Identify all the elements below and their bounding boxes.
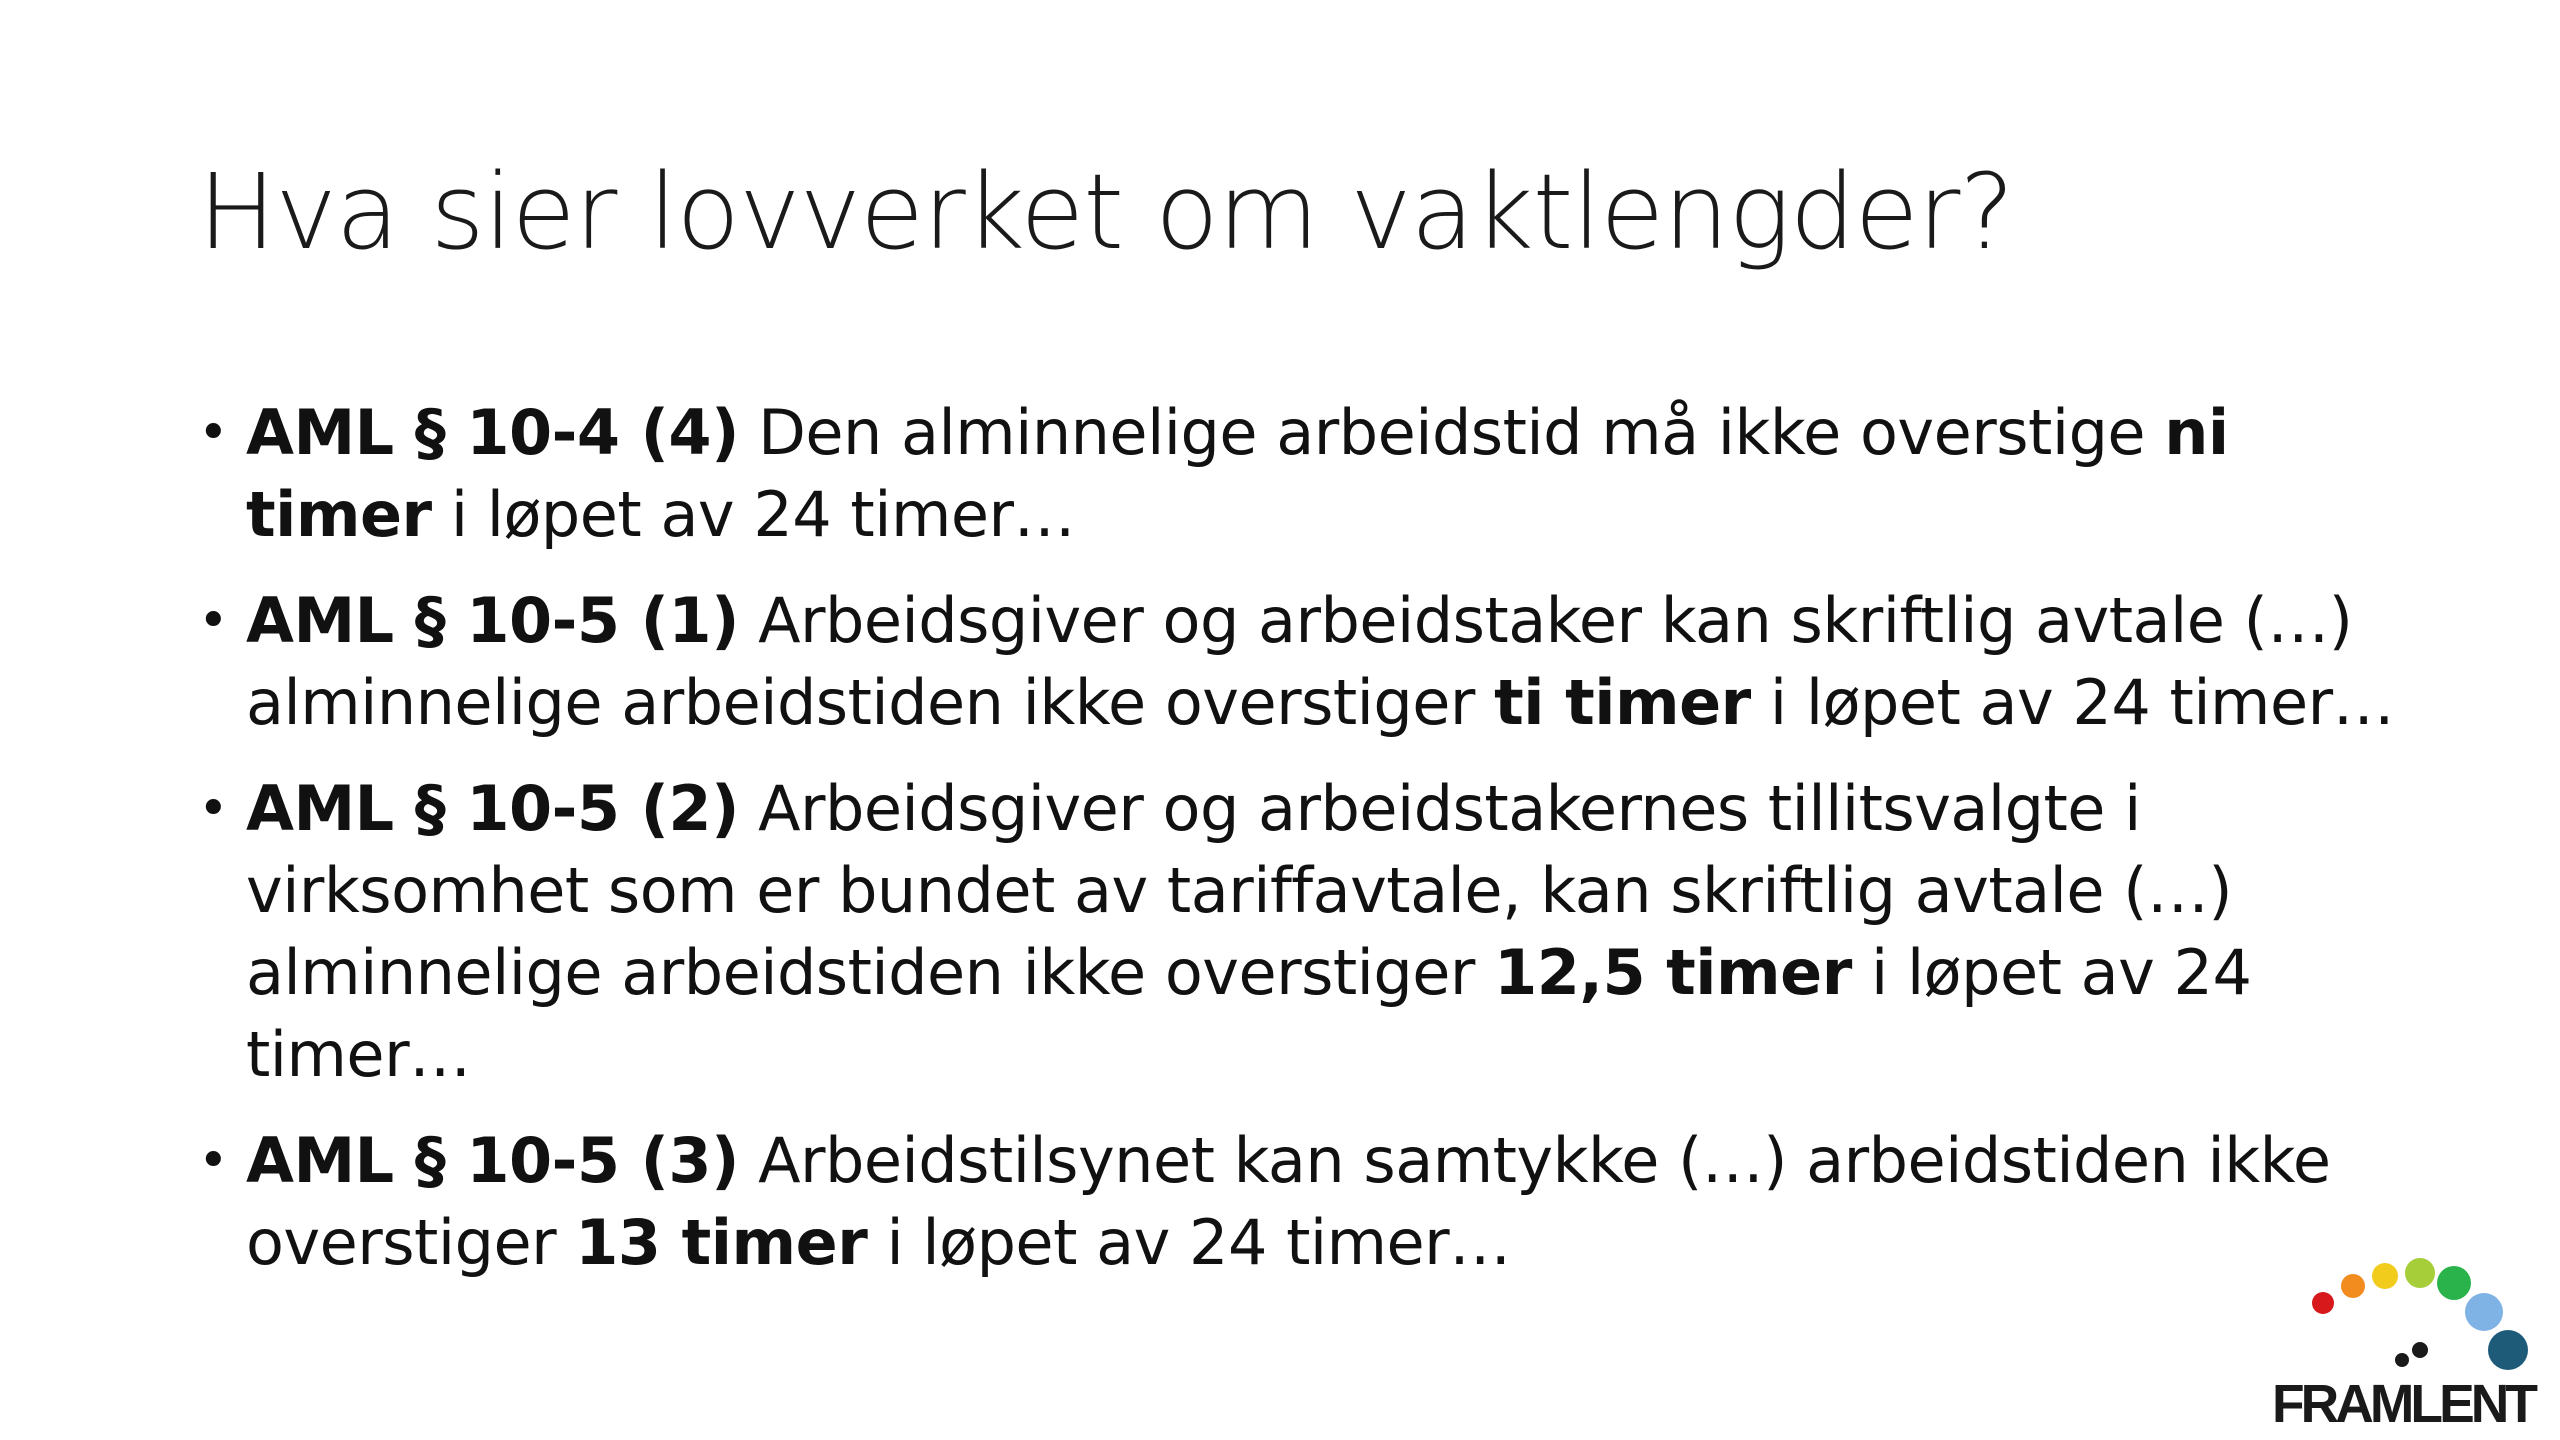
- bullet-dot-icon: •: [198, 1131, 229, 1191]
- logo-figure-head-icon: [2395, 1353, 2409, 1367]
- slide-title: Hva sier lovverket om vaktlengder?: [198, 151, 2014, 273]
- logo-figure-head-icon: [2412, 1342, 2428, 1358]
- bullet-item: [198, 768, 2428, 1096]
- hour-limit: 13 timer: [575, 1206, 868, 1279]
- law-reference: AML § 10-5 (3): [246, 1124, 739, 1197]
- logo-dot-icon: [2312, 1292, 2334, 1314]
- bullet-text-tail: i løpet av 24 timer…: [431, 478, 1076, 551]
- logo-wordmark: FRAMLENT: [2272, 1374, 2538, 1430]
- logo-dot-icon: [2465, 1293, 2503, 1331]
- bullet-item: [198, 580, 2428, 744]
- bullet-text-tail: i løpet av 24 timer…: [867, 1206, 1511, 1279]
- bullet-text: Arbeidsgiver og arbeidstakernes tillitsvalgte i virksomhet som er bundet av tariffavtale, kan skriftlig avtale (…) alminnelige arbeidstiden ikke overstiger: [246, 772, 2233, 1009]
- bullet-dot-icon: •: [198, 779, 229, 839]
- hour-limit: ti timer: [1494, 666, 1751, 739]
- logo-dot-icon: [2488, 1330, 2528, 1370]
- logo-dot-icon: [2405, 1258, 2435, 1288]
- hour-limit: 12,5 timer: [1494, 936, 1852, 1009]
- framlent-logo: [2270, 1230, 2540, 1430]
- hour-limit: ni timer: [246, 396, 2229, 551]
- bullet-list: [198, 392, 2428, 1308]
- law-reference: AML § 10-5 (2): [246, 772, 739, 845]
- law-reference: AML § 10-5 (1): [246, 584, 739, 657]
- bullet-text-tail: i løpet av 24 timer…: [246, 936, 2252, 1091]
- bullet-item: [198, 1120, 2428, 1284]
- bullet-text-tail: i løpet av 24 timer…: [1750, 666, 2395, 739]
- bullet-text: Arbeidstilsynet kan samtykke (…) arbeidstiden ikke overstiger: [246, 1124, 2331, 1279]
- logo-dot-icon: [2437, 1266, 2471, 1300]
- logo-dot-icon: [2372, 1263, 2398, 1289]
- bullet-item: [198, 392, 2428, 556]
- law-reference: AML § 10-4 (4): [246, 396, 739, 469]
- bullet-dot-icon: •: [198, 403, 229, 463]
- bullet-text: Arbeidsgiver og arbeidstaker kan skriftlig avtale (…) alminnelige arbeidstiden ikke overstiger: [246, 584, 2353, 739]
- bullet-text: Den alminnelige arbeidstid må ikke overstige: [738, 396, 2165, 469]
- logo-dot-icon: [2341, 1274, 2365, 1298]
- bullet-dot-icon: •: [198, 591, 229, 651]
